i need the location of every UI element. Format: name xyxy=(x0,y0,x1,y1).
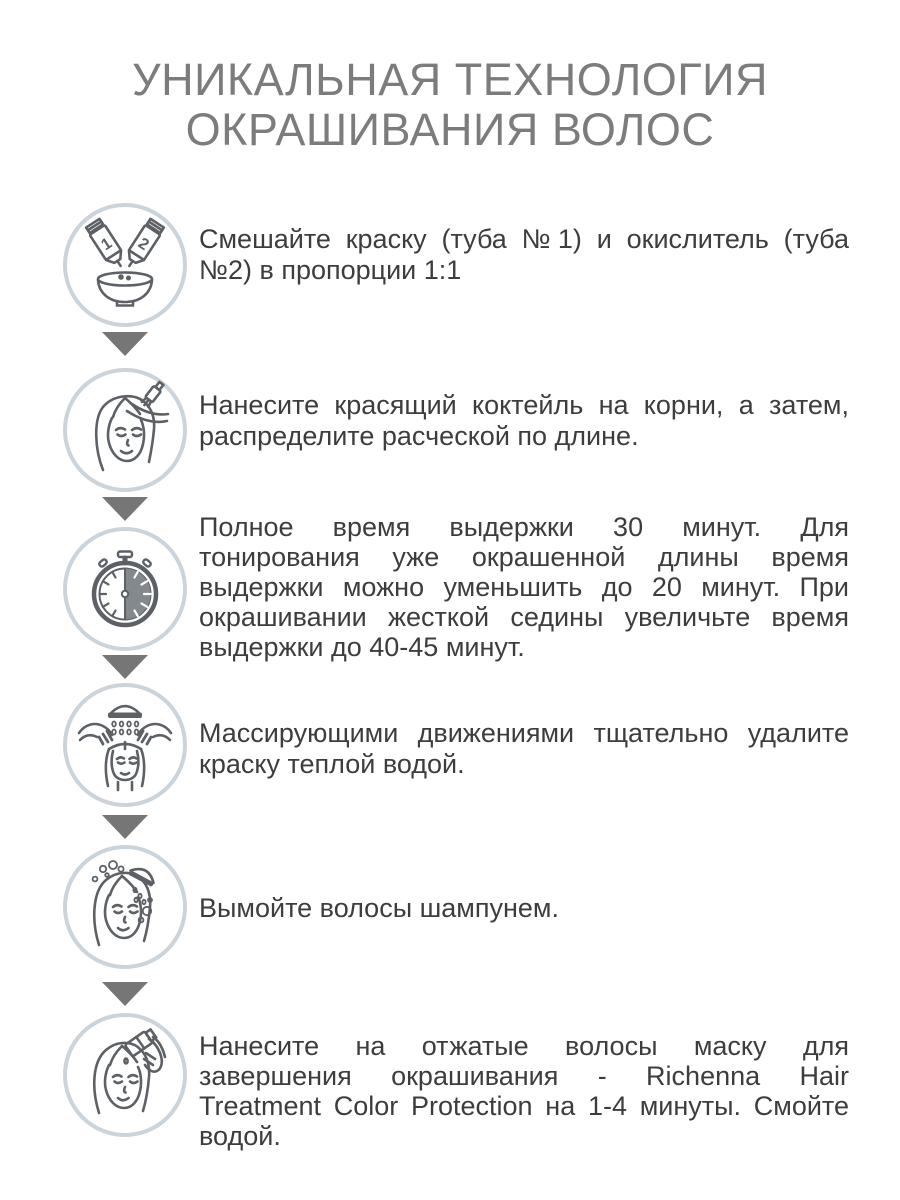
page-title-line2: ОКРАШИВАНИЯ ВОЛОС xyxy=(185,104,715,155)
step3-icon-circle xyxy=(63,527,187,651)
step2-icon-circle xyxy=(63,368,187,492)
step3-text: Полное время выдержки 30 минут. Для тонирования уже окрашенной длины время выдержки можно уменьшить до 20 минут. При окрашивании жесткой седины увеличьте время выдержки до 40-45 минут. xyxy=(199,512,849,662)
shampoo-wash-icon xyxy=(73,855,177,959)
step1-icon-circle xyxy=(63,203,187,327)
step2-text: Нанесите красящий коктейль на корни, а затем, распределите расческой по длине. xyxy=(199,390,849,451)
page-title-line1: УНИКАЛЬНАЯ ТЕХНОЛОГИЯ xyxy=(132,54,768,105)
step5-icon-circle xyxy=(63,845,187,969)
step1-text: Смешайте краску (туба №1) и окислитель (туба №2) в пропорции 1:1 xyxy=(199,224,849,285)
apply-color-brush-icon xyxy=(73,378,177,482)
step5-text: Вымойте волосы шампунем. xyxy=(199,893,559,923)
step6-text: Нанесите на отжатые волосы маску для завершения окрашивания - Richenna Hair Treatment Color Protection на 1-4 минуты. Смойте водой. xyxy=(199,1031,849,1151)
step4-icon-circle xyxy=(63,683,187,807)
stopwatch-timer-icon xyxy=(73,537,177,641)
arrow-down-icon xyxy=(102,982,148,1006)
page-title xyxy=(0,55,900,155)
step6-icon-circle xyxy=(63,1013,187,1137)
arrow-down-icon xyxy=(102,655,148,679)
rinse-massage-icon xyxy=(73,693,177,797)
arrow-down-icon xyxy=(102,815,148,839)
tube2-label: 2 xyxy=(134,235,152,255)
step4-text: Массирующими движениями тщательно удалите краску теплой водой. xyxy=(199,718,849,779)
tube1-label: 1 xyxy=(98,235,116,255)
arrow-down-icon xyxy=(102,497,148,521)
paint-tubes-bowl-icon xyxy=(73,213,177,317)
arrow-down-icon xyxy=(102,332,148,356)
mask-apply-icon xyxy=(73,1023,177,1127)
